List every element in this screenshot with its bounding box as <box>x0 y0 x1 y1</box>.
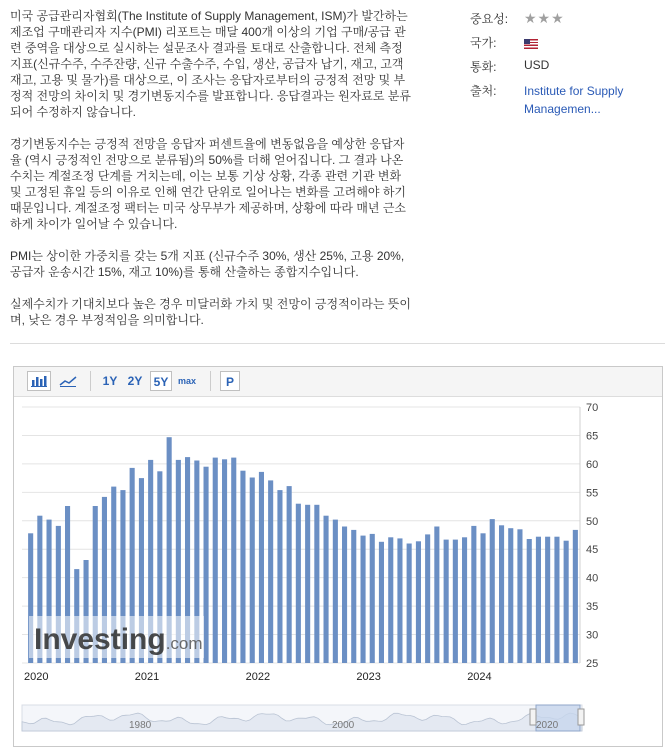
navigator-right-handle[interactable] <box>578 709 584 725</box>
importance-label: 중요성: <box>470 12 509 26</box>
chart-bar[interactable] <box>342 527 347 664</box>
chart-bar[interactable] <box>333 520 338 663</box>
chart-bar[interactable] <box>305 505 310 663</box>
line-chart-icon[interactable] <box>56 371 80 391</box>
x-axis-label: 2023 <box>356 671 381 683</box>
us-flag-icon <box>524 39 538 49</box>
description-paragraph-4: 실제수치가 기대치보다 높은 경우 미달러화 가치 및 전망이 긍정적이라는 뜻이며, 낮은 경우 부정적임을 의미합니다. <box>10 297 411 327</box>
y-tick-label: 30 <box>586 629 599 642</box>
chart-bar[interactable] <box>296 504 301 663</box>
chart-bar[interactable] <box>388 537 393 663</box>
investing-watermark <box>29 616 204 658</box>
chart-bar[interactable] <box>250 478 255 664</box>
chart-bar[interactable] <box>527 539 532 663</box>
navigator-year-label: 1980 <box>129 720 152 731</box>
source-row <box>470 80 670 116</box>
y-tick-label: 35 <box>586 601 599 614</box>
chart-bar[interactable] <box>545 537 550 663</box>
watermark-suffix: .com <box>165 634 203 653</box>
chart-bar[interactable] <box>240 471 245 663</box>
chart-bar[interactable] <box>379 542 384 663</box>
range-2y-button[interactable]: 2Y <box>127 374 143 388</box>
chart-bar[interactable] <box>508 528 513 663</box>
importance-stars: ★★★ <box>524 10 565 26</box>
chart-bar[interactable] <box>277 490 282 663</box>
range-1y-button[interactable]: 1Y <box>102 374 118 388</box>
chart-bar[interactable] <box>434 527 439 664</box>
chart-bar[interactable] <box>573 530 578 663</box>
importance-row <box>470 8 670 32</box>
indicator-description <box>10 8 415 344</box>
chart-navigator[interactable] <box>14 704 662 746</box>
x-axis-label: 2020 <box>24 671 49 683</box>
y-tick-label: 60 <box>586 458 599 471</box>
chart-bar[interactable] <box>416 541 421 663</box>
chart-bar[interactable] <box>361 536 366 663</box>
p-button[interactable]: P <box>220 371 240 391</box>
description-paragraph-1: 미국 공급관리자협회(The Institute of Supply Management, ISM)가 발간하는 제조업 구매관리자 지수(PMI) 리포트는 매달 400개 이상의 기업 구매/공급 관련 중역을 대상으로 실시하는 설문조사 결과를 토대로 산출합니다. 전체 측정 지표(신규수주, 수주잔량, 신규 수출수주, 수입, 생산, 공급자 납기, 재고, 고객재고, 고용 및 물가)를 대상으로, 이 조사는 응답자로부터의 긍정적 전망 및 부정적 전망의 차이치 및 경기변동지수를 발표합니다. 응답결과는 원자료로 분류되어 수정하지 않습니다. <box>10 9 411 119</box>
y-tick-label: 65 <box>586 430 599 443</box>
source-label: 출처: <box>470 84 497 98</box>
indicator-info-panel <box>470 8 670 116</box>
bar-chart-icon[interactable] <box>27 371 51 391</box>
chart-bar[interactable] <box>397 538 402 663</box>
chart-bar[interactable] <box>517 529 522 663</box>
chart-bar[interactable] <box>204 467 209 663</box>
section-divider <box>10 343 665 344</box>
x-axis-label: 2021 <box>134 671 160 683</box>
chart-bar[interactable] <box>314 505 319 663</box>
chart-bar[interactable] <box>231 458 236 663</box>
chart-container <box>13 366 663 747</box>
chart-bar[interactable] <box>287 486 292 663</box>
chart-bar[interactable] <box>268 480 273 663</box>
y-tick-label: 70 <box>586 402 599 414</box>
range-max-button[interactable]: max <box>177 376 196 386</box>
chart-bar[interactable] <box>564 541 569 663</box>
chart-bar[interactable] <box>425 534 430 663</box>
navigator-year-label: 2020 <box>536 720 559 731</box>
description-paragraph-2: 경기변동지수는 긍정적 전망을 응답자 퍼센트율에 변동없음을 예상한 응답자율 (역시 긍정적인 전망으로 분류됨)의 50%를 더해 얻어집니다. 그 결과 나온 수치는 계절조정 단계를 거치는데, 이는 보통 기상 상황, 각종 관련 기관 변화 및 고정된 휴일 등의 이유로 인해 연간 단위로 일어나는 변화를 고려해야 하기 때문입니다. 계절조정 팩터는 미국 상무부가 제공하며, 상황에 따라 매년 근소하게 차이가 일어날 수 있습니다. <box>10 137 407 231</box>
description-paragraph-3: PMI는 상이한 가중치를 갖는 5개 지표 (신규수주 30%, 생산 25%, 고용 20%, 공급자 운송시간 15%, 재고 10%)를 통해 산출하는 종합지수입니다. <box>10 249 405 279</box>
chart-bar[interactable] <box>444 540 449 663</box>
chart-bar[interactable] <box>481 533 486 663</box>
toolbar-separator <box>210 371 211 391</box>
currency-label: 통화: <box>470 60 497 74</box>
country-row <box>470 32 670 56</box>
chart-bar[interactable] <box>499 525 504 663</box>
chart-bar[interactable] <box>259 472 264 663</box>
country-label: 국가: <box>470 36 497 50</box>
chart-bar[interactable] <box>351 530 356 663</box>
y-tick-label: 50 <box>586 515 599 528</box>
chart-bar[interactable] <box>536 537 541 663</box>
range-5y-button[interactable]: 5Y <box>150 371 172 391</box>
chart-bar[interactable] <box>471 526 476 663</box>
watermark-brand: Investing <box>34 623 166 656</box>
chart-bar[interactable] <box>462 537 467 663</box>
y-tick-label: 55 <box>586 487 599 500</box>
currency-row <box>470 56 670 80</box>
chart-bar[interactable] <box>407 544 412 664</box>
chart-bar[interactable] <box>554 537 559 663</box>
pmi-bar-chart <box>14 397 662 702</box>
source-link[interactable]: Institute for Supply Managemen... <box>524 84 624 116</box>
chart-bar[interactable] <box>222 459 227 663</box>
x-axis-label: 2024 <box>467 671 492 683</box>
currency-value: USD <box>524 58 550 72</box>
y-tick-label: 25 <box>586 658 599 670</box>
y-tick-label: 40 <box>586 572 599 585</box>
chart-bar[interactable] <box>453 540 458 663</box>
chart-bar[interactable] <box>213 458 218 663</box>
navigator-year-label: 2000 <box>332 720 355 731</box>
chart-bar[interactable] <box>324 516 329 663</box>
chart-bar[interactable] <box>370 534 375 663</box>
y-tick-label: 45 <box>586 544 599 557</box>
toolbar-separator <box>90 371 91 391</box>
chart-toolbar <box>14 367 662 397</box>
x-axis-label: 2022 <box>245 671 271 683</box>
chart-bar[interactable] <box>490 519 495 663</box>
